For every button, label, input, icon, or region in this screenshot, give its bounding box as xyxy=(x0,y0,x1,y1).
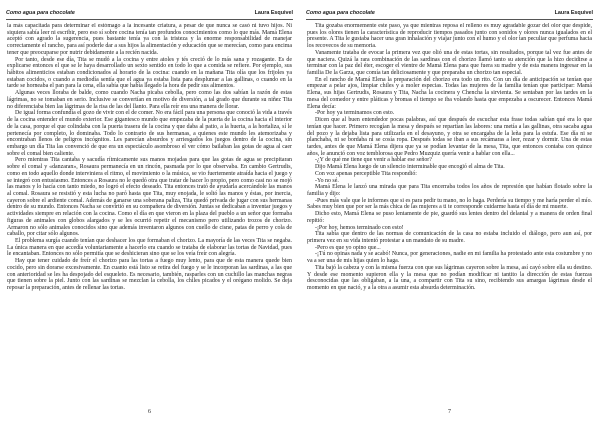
page-number: 7 xyxy=(448,409,451,415)
paragraph: -Yo no sé. xyxy=(315,177,339,184)
paragraph: -Por hoy ya terminamos con esto. xyxy=(315,110,395,117)
body-text xyxy=(307,23,592,403)
paragraph: -¡Tú no opinas nada y se acabó! Nunca, por generaciones, nadie en mi familia ha protestado ante esta costumbre y no va a ser una de mis hijas quien lo haga. xyxy=(307,251,592,265)
paragraph: la más capacitada para determinar el estómago a la incesante criatura, a pesar de que nunca se casó ni tuvo hijos. Ni siquiera sabía leer ni escribir, pero eso sí sobre cocina tenía tan profundos conocimientos como lo que más. Mamá Elena aceptó con agrado la sugerencia, pues bastante tenía ya con la tristeza y la enorme responsabilidad de manejar correctamente el rancho, para así poderle dar a sus hijos la alimentación y educación que se merecían, como para encima tener que preocuparse por nutrir debidamente a la recién nacida. xyxy=(7,23,292,56)
paragraph: Vanamente trataba de evocar la primera vez que olió una de estas tortas, sin resultados, porque tal vez fue antes de que naciera. Quizá la rara combinación de las sardinas con el chorizo llamó tanto su atención que la hizo decidirse a terminar con la paz del éter, escoger el vientre de Mamá Elena para que fuera su madre y de esta manera ingresar en la familia De la Garza, que comía tan deliciosamente y que preparaba un chorizo tan especial. xyxy=(307,49,592,77)
paragraph: Algunas veces lloraba de balde, como cuando Nacha picaba cebolla, pero como las dos sabían la razón de estas lágrimas, no se tomaban en serio. Inclusive se convertían en motivo de diversión, a tal grado que durante su niñez Tita no diferenciaba bien las lágrimas de la risa de las del llanto. Para ella reír era una manera de llorar. xyxy=(7,90,292,110)
author-name: Laura Esquivel xyxy=(254,10,293,16)
paragraph: Tita sabía que dentro de las normas de comunicación de la casa no estaba incluido el diálogo, pero aun así, por primera vez en su vida intentó protestar a un mandato de su madre. xyxy=(307,231,592,244)
running-head xyxy=(306,7,593,20)
paragraph: Dicen que al buen entendedor pocas palabras, así que después de escuchar esta frase todas sabían qué era lo que tenían que hacer. Primero recogían la mesa y después se repartían las labores: una metía a las gallinas, otra sacaba agua del pozo y la dejaba lista para utilizarla en el desayuno, y otra se encargaba de la leña para la estufa. Ese día ni se planchaba, ni se bordaba ni se cosía ropa. Después todas se iban a sus recámaras a leer, rezar y dormir. Una de estas tardes, antes de que Mamá Elena dijera que ya se podían levantar de la mesa, Tita, que entonces contaba con quince años, le anunció con voz temblorosa que Pedro Muzquiz quería venir a hablar con ella... xyxy=(307,117,592,157)
book-title: Como agua para chocolate xyxy=(6,10,75,16)
paragraph: -¿Y de qué me tiene que venir a hablar ese señor? xyxy=(315,157,432,164)
paragraph: El problema surgía cuando tenían que deshacer los que formaban el chorizo. La mayoría de las veces Tita se negaba. La única manera en que accedía voluntariamente a hacerlo era cuando se trataba de elaborar las tortas de Navidad, pues le encantaban. Entonces no sólo permitía que se deshicieran sino que se los veía freír con alegría. xyxy=(7,238,292,258)
paragraph: -¡Por hoy, hemos terminado con esto! xyxy=(315,224,404,231)
paragraph: -Pues más vale que le informes que si es para pedir tu mano, no lo haga. Perdería su tiempo y me haría perder el mío. Sabes muy bien que por ser la más chica de las mujeres a ti te corresponde cuidarme hasta el día de mi muerte. xyxy=(307,197,592,211)
right-page xyxy=(304,0,595,424)
paragraph: -Pero es que yo opino que... xyxy=(315,244,381,251)
paragraph: Con voz apenas perceptible Tita respondió: xyxy=(315,170,417,177)
paragraph: Hay que tener cuidado de freír el chorizo para las tortas a fuego muy lento, para que de esta manera quede bien cocido, pero sin dorarse excesivamente. En cuanto está listo se retira del fuego y se le incorporan las sardinas, a las que con anterioridad se les ha despojado del esqueleto. Es necesario, también, rasparles con un cuchillo las manchas negras que tienen sobre la piel. Junto con las sardinas se mezclan la cebolla, los chiles picados y el orégano molido. Se deja reposar la preparación, antes de rellenar las tortas. xyxy=(7,258,292,292)
paragraph: En el rancho de Mamá Elena la preparación del chorizo era todo un rito. Con un día de anticipación se tenían que empezar a pelar ajos, limpiar chiles y a moler especias. Todas las mujeres de la familia tenían que participar: Mamá Elena, sus hijas Gertrudis, Rosaura y Tita, Nacha la cocinera y Chencha la sirvienta. Se sentaban por las tardes en la mesa del comedor y entre pláticas y bromas el tiempo se iba volando hasta que empezaba a oscurecer. Entonces Mamá Elena decía: xyxy=(307,76,592,110)
paragraph: Pero mientras Tita cantaba y sacudía rítmicamente sus manos mojadas para que las gotas de agua se precipitaran sobre el comal y «danzaran», Rosaura permanecía en un rincón, pasmada por lo que observaba. En cambio Gertrudis, como en todo aquello donde interviniera el ritmo, el movimiento o la música, se vio fuertemente atraída hacia el juego y se integró con entusiasmo. Entonces a Rosaura no le quedó otra que tratar de hacer lo propio, pero como casi no se mojó las manos y lo hacía con tanto miedo, no logró el efecto deseado. Tita entonces trató de ayudarla acercándole las manos al comal. Rosaura se resistió y esta lucha no paró hasta que Tita, muy enojada, le soltó las manos y éstas, por inercia, cayeron sobre el ardiente comal. Además de ganarse una soberana paliza, Tita quedó privada de jugar con sus hermanas dentro de su mundo. Entonces Nacha se convirtió en su compañera de diversión. Juntas se dedicaban a inventar juegos y actividades siempre en relación con la cocina. Como el día en que vieron en la plaza del pueblo a un señor que formaba figuras de animales con globos alargados y se les ocurrió repetir el mecanismo pero utilizando trozos de chorizo. Armaron no sólo animales conocidos sino que además inventaron algunos con cuello de cisne, patas de perro y cola de caballo, por citar sólo algunos. xyxy=(7,157,292,238)
paragraph: Tita bajó la cabeza y con la misma fuerza con que sus lágrimas cayeron sobre la mesa, así cayó sobre ella su destino. Y desde ese momento supieron ella y la mesa que no podían modificar ni tantito la dirección de estas fuerzas desconocidas que las obligaban, a la una, a compartir con Tita su sino, recibiendo sus amargas lágrimas desde el momento en que nació, y a la otra a asumir esta absurda determinación. xyxy=(307,264,592,292)
left-page xyxy=(4,0,295,424)
page-number: 6 xyxy=(148,409,151,415)
paragraph: Mamá Elena le lanzó una mirada que para Tita encerraba todos los años de represión que habían flotado sobre la familia y dijo: xyxy=(307,184,592,197)
author-name: Laura Esquivel xyxy=(554,10,593,16)
book-title: Como agua para chocolate xyxy=(306,10,375,16)
paragraph: Tita gozaba enormemente este paso, ya que mientras reposa el relleno es muy agradable gozar del olor que despide, pues los olores tienen la característica de reproducir tiempos pasados junto con sonidos y olores nunca igualados en el presente. A Tita le gustaba hacer una gran inhalación y viajar junto con el humo y el olor tan peculiar que perfuma hacia los recovecos de su memoria. xyxy=(307,23,592,50)
paragraph: Dicho esto, Mamá Elena se puso lentamente de pie, guardó sus lentes dentro del delantal y a manera de orden final repitió: xyxy=(307,211,592,224)
paragraph: Dijo Mamá Elena luego de un silencio interminable que encogió el alma de Tita. xyxy=(315,164,505,171)
running-head xyxy=(6,7,293,20)
paragraph: De igual forma confundía el gozo de vivir con el de comer. No era fácil para una persona que conoció la vida a través de la cocina entender el mundo exterior. Ese gigantesco mundo que empezaba de la puerta de la cocina hacia el interior de la casa, porque el que colindaba con la puerta trasera de la cocina y que daba al patio, a la huerta, a la hortaliza, sí le pertenecía por completo, lo dominaba. Todo lo contrario de sus hermanas, a quienes este mundo les atemorizaba y encontraban llenos de peligros incógnitos. Les parecían absurdos y arriesgados los juegos dentro de la cocina, sin embargo un día Tita las convenció de que era un espectáculo asombroso el ver cómo bailaban las gotas de agua al caer sobre el comal bien caliente. xyxy=(7,110,292,157)
paragraph: Por tanto, desde ese día, Tita se mudó a la cocina y entre atoles y tés creció de lo más sana y rozagante. Es de explicarse entonces el que se le haya desarrollado un sexto sentido en todo lo que a comida se refiere. Por ejemplo, sus hábitos alimenticios estaban condicionados al horario de la cocina: cuando en la mañana Tita olía que los frijoles ya estaban cocidos, o cuando a mediodía sentía que el agua ya estaba lista para desplumar a las gallinas, o cuando en la tarde se horneaba el pan para la cena, ella sabía que había llegado la hora de pedir sus alimentos. xyxy=(7,56,292,90)
body-text xyxy=(7,23,292,403)
